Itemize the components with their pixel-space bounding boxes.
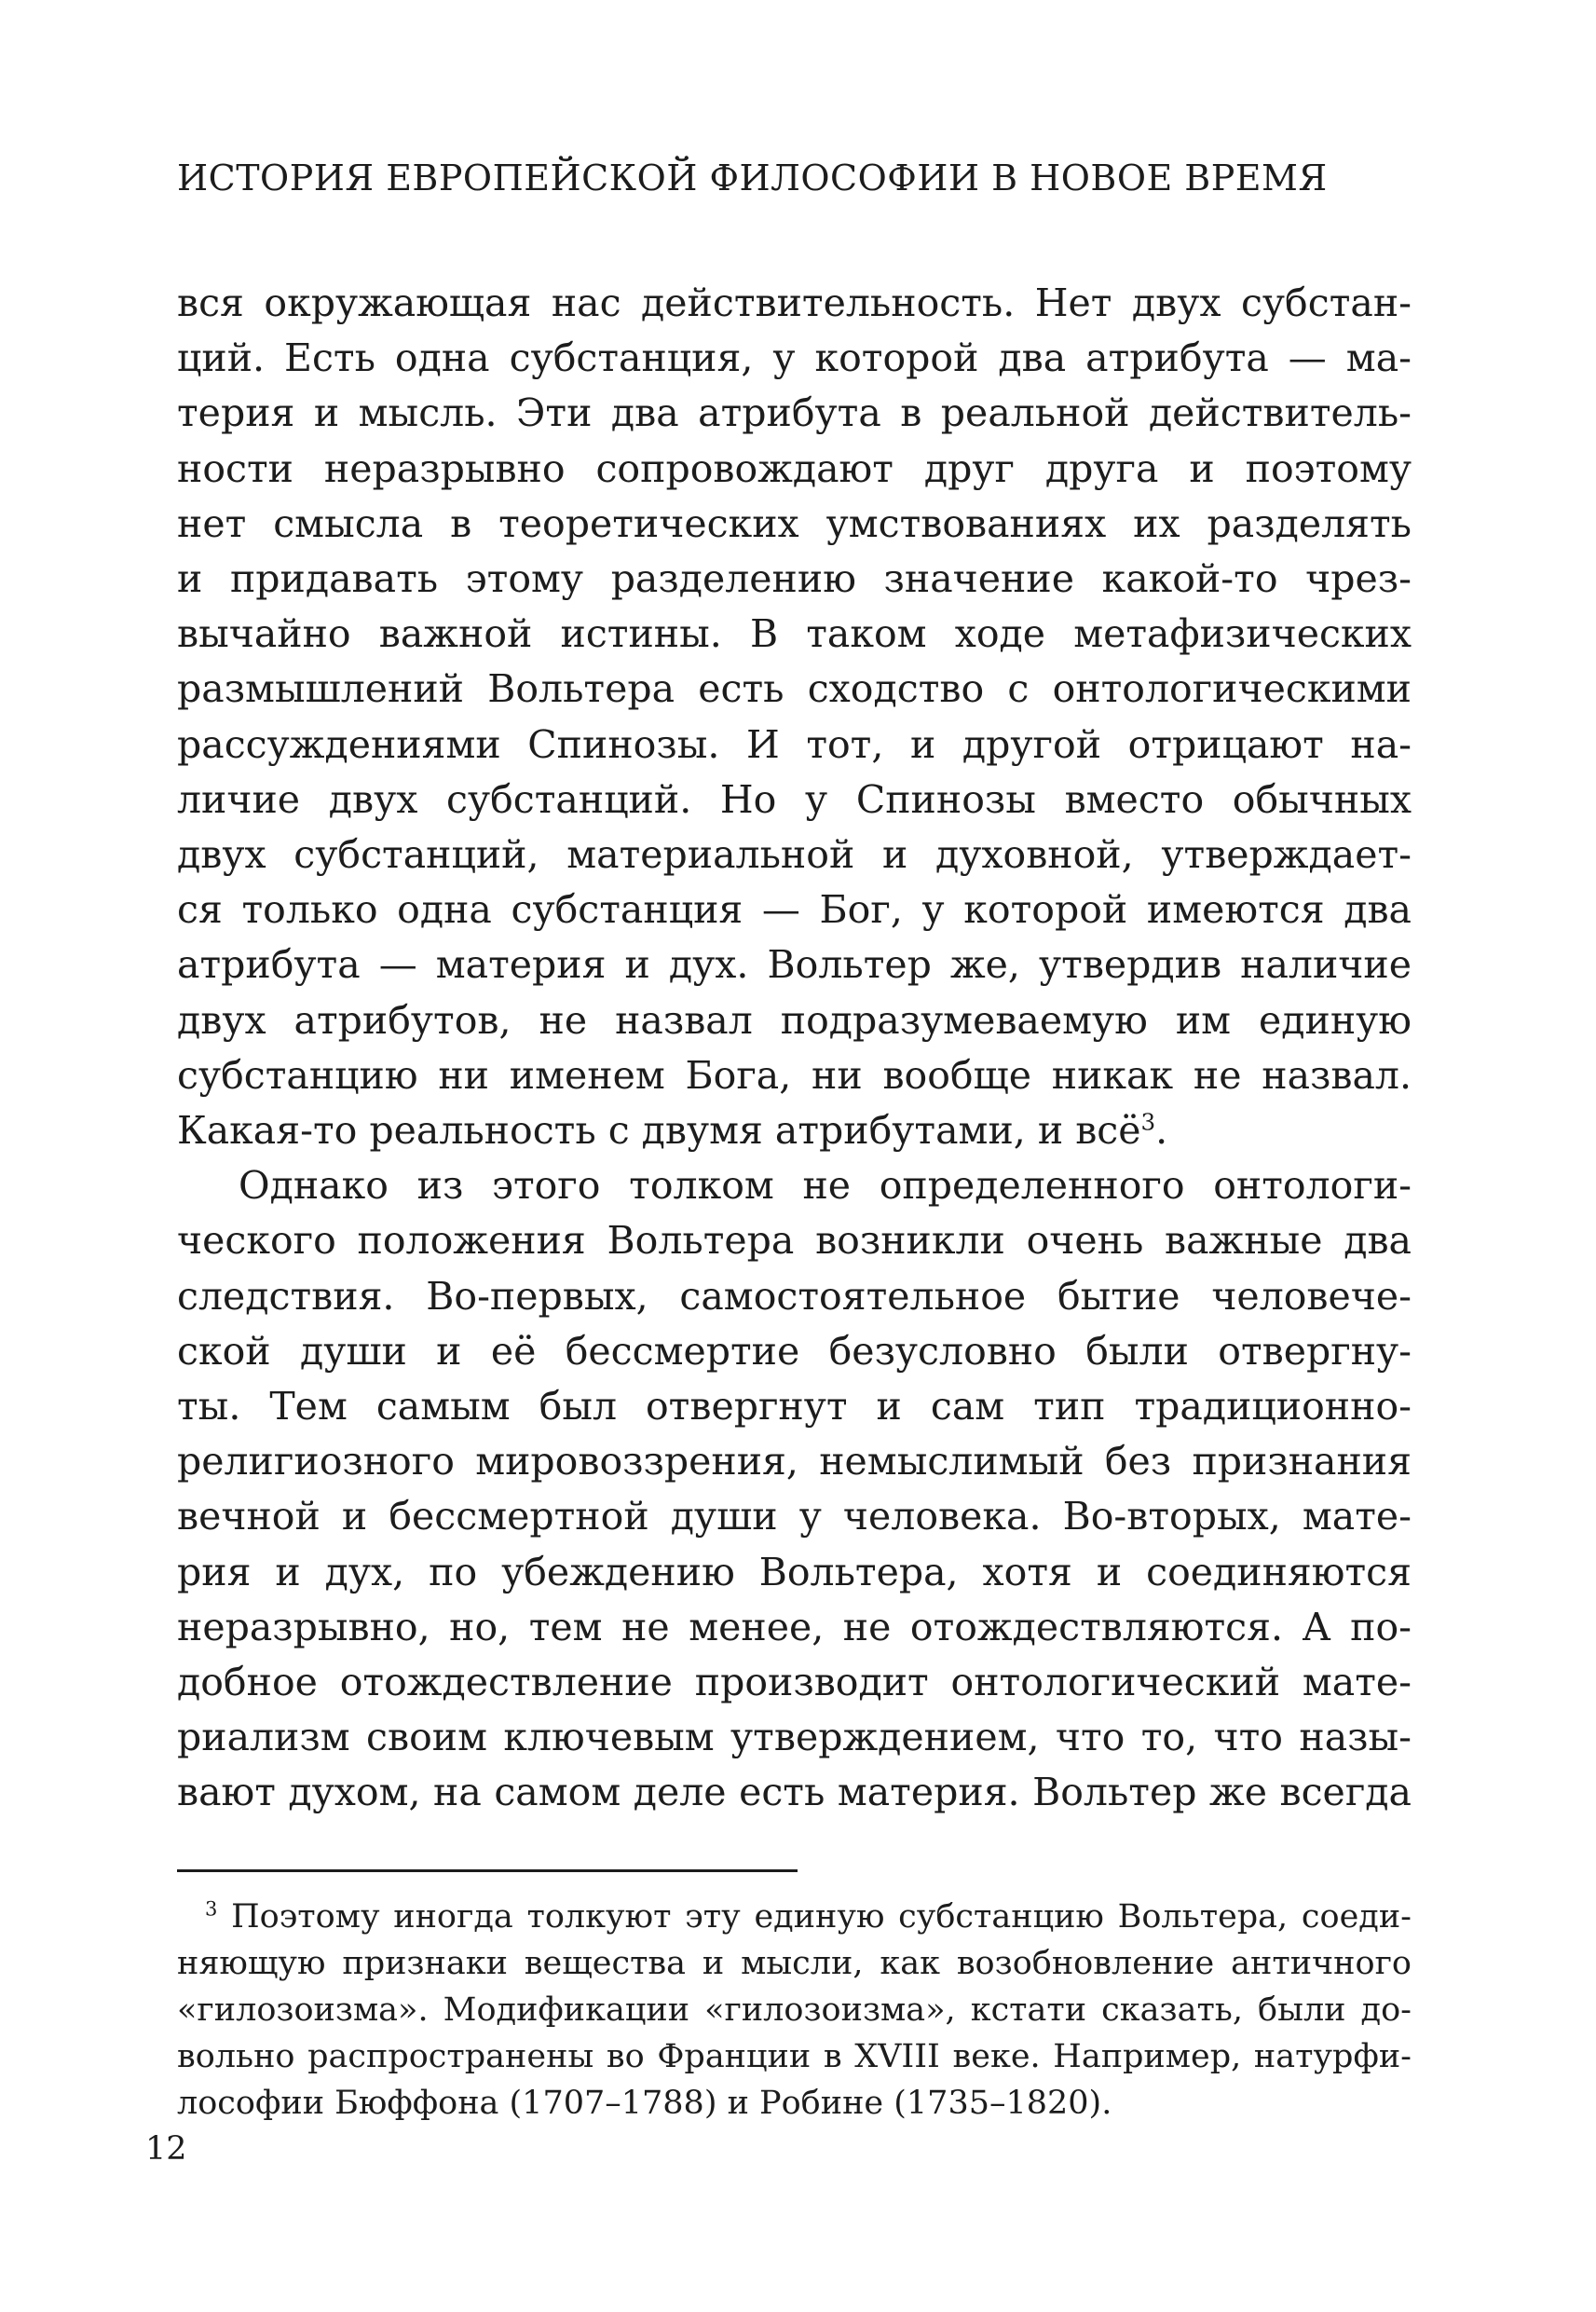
footnote-reference[interactable]: 3: [1140, 1108, 1156, 1136]
footnote-text: Поэтому иногда толкуют эту единую субстанцию Вольтера, соеди-: [231, 1898, 1412, 1936]
text-line: ся только одна субстанция — Бог, у которой имеются два: [177, 887, 1412, 933]
paragraph-1: [177, 276, 1412, 1158]
text-line: рия и дух, по убеждению Вольтера, хотя и соединяются: [177, 1549, 1412, 1594]
text-line: ты. Тем самым был отвергнут и сам тип традиционно-: [177, 1384, 1412, 1430]
footnote-divider: [177, 1869, 798, 1872]
running-head: ИСТОРИЯ ЕВРОПЕЙСКОЙ ФИЛОСОФИИ В НОВОЕ ВРЕМЯ: [177, 157, 1328, 198]
text-line: личие двух субстанций. Но у Спинозы вместо обычных: [177, 776, 1412, 822]
text-line: и придавать этому разделению значение какой-то чрез-: [177, 556, 1412, 602]
text-line: терия и мысль. Эти два атрибута в реальной действитель-: [177, 390, 1412, 436]
text-line: субстанцию ни именем Бога, ни вообще никак не назвал.: [177, 1052, 1412, 1098]
text-line: атрибута — материя и дух. Вольтер же, утвердив наличие: [177, 942, 1412, 988]
text-line: вся окружающая нас действительность. Нет двух субстан-: [177, 280, 1412, 325]
sentence-end: .: [1155, 1108, 1168, 1154]
text-line: двух субстанций, материальной и духовной, утверждает-: [177, 832, 1412, 878]
text-line: риализм своим ключевым утверждением, что то, что назы-: [177, 1715, 1412, 1760]
text-line: нет смысла в теоретических умствованиях их разделять: [177, 500, 1412, 546]
page-number: 12: [145, 2130, 187, 2168]
footnote-line: лософии Бюффона (1707–1788) и Робине (1735–1820).: [177, 2085, 1112, 2122]
text-line: ций. Есть одна субстанция, у которой два атрибута — ма-: [177, 335, 1412, 381]
text-line: ской души и её бессмертие безусловно были отвергну-: [177, 1328, 1412, 1374]
main-text: [177, 276, 1412, 1821]
text-line: ности неразрывно сопровождают друг друга и поэтому: [177, 445, 1412, 491]
text-line: вают духом, на самом деле есть материя. Вольтер же всегда: [177, 1770, 1412, 1815]
text-line: неразрывно, но, тем не менее, не отождествляются. А по-: [177, 1604, 1412, 1649]
text-line: рассуждениями Спинозы. И тот, и другой отрицают на-: [177, 721, 1412, 767]
text-line: вычайно важной истины. В таком ходе метафизических: [177, 611, 1412, 657]
footnote-line: вольно распространены во Франции в XVIII веке. Например, натурфи-: [177, 2038, 1412, 2075]
text-line-content: Какая-то реальность с двумя атрибутами, и всё: [177, 1108, 1141, 1154]
text-line: ческого положения Вольтера возникли очень важные два: [177, 1218, 1412, 1264]
footnote-line-first: [177, 1894, 1412, 1940]
footnote-line: «гилозоизма». Модификации «гилозоизма», кстати сказать, были до-: [177, 1991, 1412, 2029]
paragraph-2: [177, 1158, 1412, 1820]
text-line: добное отождествление производит онтологический мате-: [177, 1660, 1412, 1705]
text-line: Однако из этого толком не определенного онтологи-: [239, 1163, 1412, 1209]
text-line: вечной и бессмертной души у человека. Во-вторых, мате-: [177, 1494, 1412, 1539]
footnote-marker: 3: [205, 1897, 218, 1921]
text-line: двух атрибутов, не назвал подразумеваемую им единую: [177, 997, 1412, 1043]
footnote-line: няющую признаки вещества и мысли, как возобновление античного: [177, 1945, 1412, 1982]
text-line-last: [177, 1103, 1412, 1158]
text-line: размышлений Вольтера есть сходство с онтологическими: [177, 666, 1412, 712]
text-line: религиозного мировоззрения, немыслимый без признания: [177, 1439, 1412, 1484]
text-line: следствия. Во-первых, самостоятельное бытие человече-: [177, 1273, 1412, 1319]
footnote: [177, 1894, 1412, 2127]
